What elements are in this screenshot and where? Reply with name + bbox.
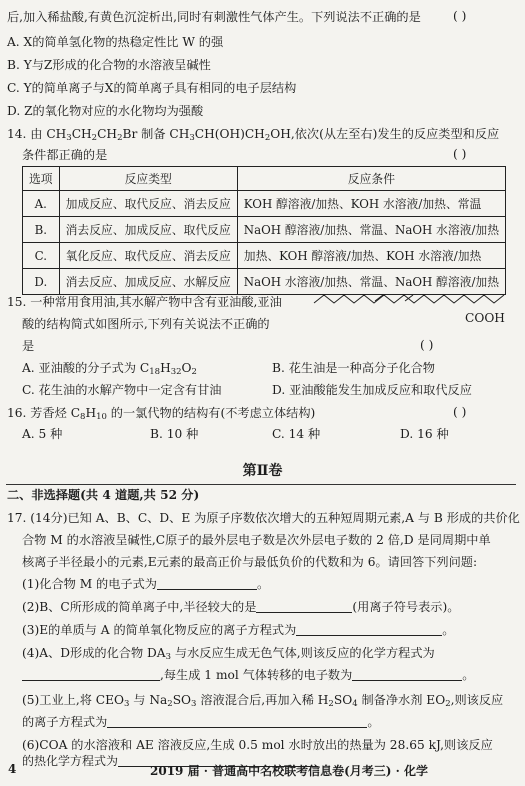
q16-option-b: B. 10 种 [150, 427, 199, 441]
table-cell: 消去反应、加成反应、水解反应 [59, 269, 237, 295]
q15-option-b: B. 花生油是一种高分子化合物 [272, 361, 435, 375]
table-header-row [23, 167, 506, 191]
answer-blank [107, 715, 367, 728]
table-cell: D. [23, 269, 60, 295]
q13-stem-tail: 后,加入稀盐酸,有黄色沉淀析出,同时有刺激性气体产生。下列说法不正确的是 [7, 10, 421, 24]
q13-option-c: C. Y的简单离子与X的简单离子具有相同的电子层结构 [7, 81, 297, 95]
q13-option-d: D. Z的氧化物对应的水化物均为强酸 [7, 104, 204, 118]
section-divider [6, 484, 516, 485]
q15-option-d: D. 亚油酸能发生加成反应和取代反应 [272, 383, 472, 397]
q17-part1: (1)化合物 M 的电子式为 。 [22, 577, 270, 591]
table-row [23, 191, 506, 217]
table-cell: B. [23, 217, 60, 243]
q17-part4-cont: ,每生成 1 mol 气体转移的电子数为 。 [22, 667, 474, 683]
q15-option-a: A. 亚油酸的分子式为 $C_{18}H_{32}O_2$ [22, 361, 197, 377]
q17-part2: (2)B、C所形成的简单离子中,半径较大的是 (用离子符号表示)。 [22, 600, 460, 614]
page-number: 4 [8, 762, 17, 776]
table-cell: A. [23, 191, 60, 217]
answer-blank [22, 668, 160, 681]
table-cell: 消去反应、加成反应、取代反应 [59, 217, 237, 243]
q17-stem-line2: 合物 M 的水溶液呈碱性,C原子的最外层电子数是次外层电子数的 2 倍,D 是同周期中单 [22, 533, 491, 547]
q17-part5: (5)工业上,将 $CEO_3$ 与 $Na_2SO_3$ 溶液混合后,再加入稀 $H_2SO_4$ 制备净水剂 $EO_2$,则该反应 [22, 693, 504, 709]
q16-stem: 16. 芳香烃 $C_8H_{10}$ 的一氯代物的结构有(不考虑立体结构) [7, 406, 316, 422]
table-cell: NaOH 水溶液/加热、常温、NaOH 醇溶液/加热 [237, 269, 505, 295]
q17-part4: (4)A、D形成的化合物 $DA_3$ 与水反应生成无色气体,则该反应的化学方程式为 [22, 646, 435, 662]
q17-part6-cont: 的热化学方程式为 [22, 753, 318, 769]
table-cell: 加成反应、取代反应、消去反应 [59, 191, 237, 217]
q14-stem-line1: 14. 由 $CH_3CH_2CH_2Br$ 制备 $CH_3CH(OH)CH_2OH$,依次(从左至右)发生的反应类型和反应 [7, 127, 500, 143]
q15-stem-line3: 是 [22, 339, 35, 353]
table-header-cell: 选项 [23, 167, 60, 191]
answer-blank [157, 577, 257, 590]
table-cell: KOH 醇溶液/加热、KOH 水溶液/加热、常温 [237, 191, 505, 217]
q15-stem-line1: 15. 一种常用食用油,其水解产物中含有亚油酸,亚油 [7, 295, 282, 309]
q16-answer-paren: ( ) [453, 405, 467, 419]
q17-part6: (6)COA 的水溶液和 AE 溶液反应,生成 0.5 mol 水时放出的热量为 28.65 kJ,则该反应 [22, 738, 493, 752]
table-header-cell: 反应条件 [237, 167, 505, 191]
answer-blank [296, 623, 442, 636]
answer-blank [256, 600, 352, 613]
table-cell: NaOH 醇溶液/加热、常温、NaOH 水溶液/加热 [237, 217, 505, 243]
table-row [23, 217, 506, 243]
q15-option-c: C. 花生油的水解产物中一定含有甘油 [22, 383, 222, 397]
q15-stem-line2: 酸的结构简式如图所示,下列有关说法不正确的 [22, 317, 270, 331]
section-title: 第Ⅱ卷 [242, 463, 283, 479]
q13-option-b: B. Y与Z形成的化合物的水溶液呈碱性 [7, 58, 211, 72]
q14-options-table [22, 166, 506, 295]
table-cell: C. [23, 243, 60, 269]
table-cell: 氧化反应、取代反应、消去反应 [59, 243, 237, 269]
q17-stem-line1: 17. (14分)已知 A、B、C、D、E 为原子序数依次增大的五种短周期元素,A 与 B 形成的共价化 [7, 511, 520, 525]
cooh-label: COOH [465, 311, 505, 325]
footer-title: 2019 届 · 普通高中名校联考信息卷(月考三) · 化学 [150, 764, 428, 778]
q17-part5-cont: 的离子方程式为 。 [22, 715, 380, 729]
table-cell: 加热、KOH 醇溶液/加热、KOH 水溶液/加热 [237, 243, 505, 269]
q14-answer-paren: ( ) [453, 147, 467, 161]
q13-answer-paren: ( ) [453, 9, 467, 23]
q16-option-d: D. 16 种 [400, 427, 449, 441]
q15-answer-paren: ( ) [420, 338, 434, 352]
q16-option-a: A. 5 种 [22, 427, 63, 441]
answer-blank [352, 668, 462, 681]
table-row [23, 243, 506, 269]
q17-stem-line3: 核离子半径最小的元素,E元素的最高正价与最低负价的代数和为 6。请回答下列问题: [22, 555, 478, 569]
section-part-heading: 二、非选择题(共 4 道题,共 52 分) [7, 488, 200, 502]
q16-option-c: C. 14 种 [272, 427, 321, 441]
q17-part3: (3)E的单质与 A 的简单氧化物反应的离子方程式为 。 [22, 623, 455, 637]
q13-option-a: A. X的简单氢化物的热稳定性比 W 的强 [7, 35, 224, 49]
q14-stem-line2: 条件都正确的是 [22, 148, 108, 162]
table-header-cell: 反应类型 [59, 167, 237, 191]
